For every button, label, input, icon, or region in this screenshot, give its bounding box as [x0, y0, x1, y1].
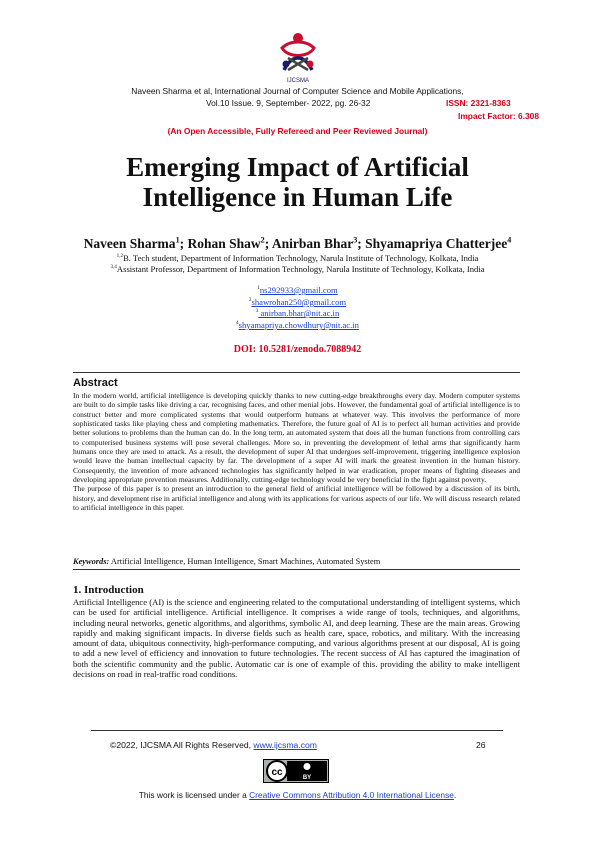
email-link[interactable]: anirban.bhar@nit.ac.in [258, 308, 340, 318]
email-sup: 2 [248, 297, 252, 304]
affiliation-text: Assistant Professor, Department of Information Technology, Narula Institute of Technology, Kolkata, India [116, 264, 485, 274]
affiliation-1 [0, 253, 595, 263]
cc-badge-text: cc [271, 767, 283, 778]
impact-factor: Impact Factor: 6.308 [458, 111, 539, 121]
license-link[interactable]: Creative Commons Attribution 4.0 International License [249, 790, 454, 800]
affiliation-sup: 1,2 [116, 253, 124, 260]
license-suffix: . [453, 790, 457, 800]
cc-by-license-icon[interactable] [263, 759, 329, 783]
email-2 [0, 297, 595, 307]
intro-body: Artificial Intelligence (AI) is the science and engineering related to the computational understanding of intelligent systems, which can be used for artificial intelligence. Artificial intelligence. It comprises a wide range of tools, techniques, and algorithms, including neural networks, genetic algorithms, and algorithms, symbolic AI, and deep learning. These are the main areas. Growing rapidly and making significant impacts. In diverse fields such as health care, space, robotics, and military. With the increasing amount of data, ubiquitous connectivity, high-performance computing, and various algorithms present at our disposal, AI is going to add a new level of efficiency and innovation to future technologies. The recent success of AI has captured the imagination of both the scientific community and the public. Automatic car is one of example of this. providing the ability to make intelligent decisions on road in real-traffic road conditions. [73, 597, 520, 679]
divider-keywords [73, 569, 520, 570]
volume-line: Vol.10 Issue. 9, September- 2022, pg. 26-32 [206, 98, 371, 108]
email-link[interactable]: shyamapriya.chowdhury@nit.ac.in [238, 320, 359, 330]
email-3 [0, 308, 595, 318]
author-list: Naveen Sharma$^1$; Rohan Shaw$^2$; Anirban Bhar$^3$; Shyamapriya Chatterjee$^4$ [83, 235, 512, 251]
page-number: 26 [476, 740, 486, 750]
email-link[interactable]: ns292933@gmail.com [259, 285, 338, 295]
author-sup: 4 [507, 235, 512, 245]
doi-value[interactable]: 10.5281/zenodo.7088942 [258, 344, 362, 355]
email-sup: 1 [257, 285, 260, 292]
keywords-label: Keywords: [73, 557, 110, 566]
doi-label: DOI: [233, 344, 256, 355]
author-sup: 3 [353, 235, 358, 245]
copyright-text: ©2022, IJCSMA All Rights Reserved, [110, 740, 254, 750]
email-link[interactable]: shawrohan250@gmail.com [251, 297, 347, 307]
abstract-paragraph-2: The purpose of this paper is to present an introduction to the general field of artificial intelligence will be followed by a discussion of its birth, history, and development rise in artificial intelligence and along with its applications for various aspects of our life. We will discuss research related to artificial intelligence in this paper. [73, 484, 520, 513]
author-name: Naveen Sharma [83, 236, 176, 251]
logo-text: IJCSMA [286, 78, 310, 84]
copyright [110, 740, 317, 750]
issn: ISSN: 2321-8363 [446, 98, 511, 108]
keywords [73, 557, 520, 566]
keywords-text: Artificial Intelligence, Human Intelligence, Smart Machines, Automated System [109, 557, 381, 566]
author-sup: 1 [175, 235, 180, 245]
author-sup: 2 [260, 235, 265, 245]
affiliation-sup: 3,4 [110, 264, 117, 271]
doi [0, 344, 595, 355]
abstract-heading: Abstract [73, 377, 118, 389]
ijcsma-logo-icon [276, 30, 320, 84]
license-note [0, 790, 595, 800]
author-name: Rohan Shaw [187, 236, 261, 251]
footer-divider [91, 730, 503, 731]
abstract-body [73, 391, 520, 512]
intro-heading: 1. Introduction [73, 584, 144, 596]
access-note: (An Open Accessible, Fully Refereed and Peer Reviewed Journal) [167, 126, 428, 136]
paper-title [0, 152, 595, 212]
divider-top [73, 372, 520, 373]
abstract-paragraph-1: In the modern world, artificial intelligence is developing quickly thanks to new cutting-edge breakthroughs every day. Modern computer systems are built to do simple tasks like driving a car, recognising faces, and other menial jobs. However, the fundamental goal of artificial intelligence is to construct better and more complicated systems that would outperform humans at whatever way. This involves the performance of more sophisticated tasks like playing chess and completing mathematics. Therefore, the future goal of AI is to perfect all human activities and provide better solutions to problems than the human can do. In the long term, an automated system that does all the human functions from controlling cars to computerised business systems will pose several challenges. More so, in preventing the development of lethal arms that significantly harm humans once they are used to attack. As a result, the development of super AI that undergoes self-improvement, triggering intelligence explosion would leave the human intellectual capacity by far. The development of a super AI will mark the greatest invention in the human history. Consequently, the invention of more advanced technologies has significantly helped in war eradication, proper means of fighting diseases and developing appropriate prevention measures. Additionally, cutting-edge technology would be very beneficial in the fight against poverty. [73, 391, 520, 485]
email-sup: 3 [255, 308, 259, 315]
email-4 [0, 320, 595, 330]
author-name: Shyamapriya Chatterjee [365, 236, 508, 251]
email-sup: 4 [236, 320, 239, 327]
affiliation-text: B. Tech student, Department of Information Technology, Narula Institute of Technology, Kolkata, India [123, 253, 479, 263]
affiliation-2 [0, 264, 595, 274]
license-prefix: This work is licensed under a [138, 790, 250, 800]
citation-line: Naveen Sharma et al, International Journal of Computer Science and Mobile Applications, [131, 86, 464, 96]
email-1 [0, 285, 595, 295]
cc-by-text: BY [302, 775, 312, 781]
site-link[interactable]: www.ijcsma.com [253, 740, 317, 750]
title-line-2: Intelligence in Human Life [142, 182, 453, 212]
title-line-1: Emerging Impact of Artificial [126, 152, 469, 182]
author-name: Anirban Bhar [271, 236, 354, 251]
